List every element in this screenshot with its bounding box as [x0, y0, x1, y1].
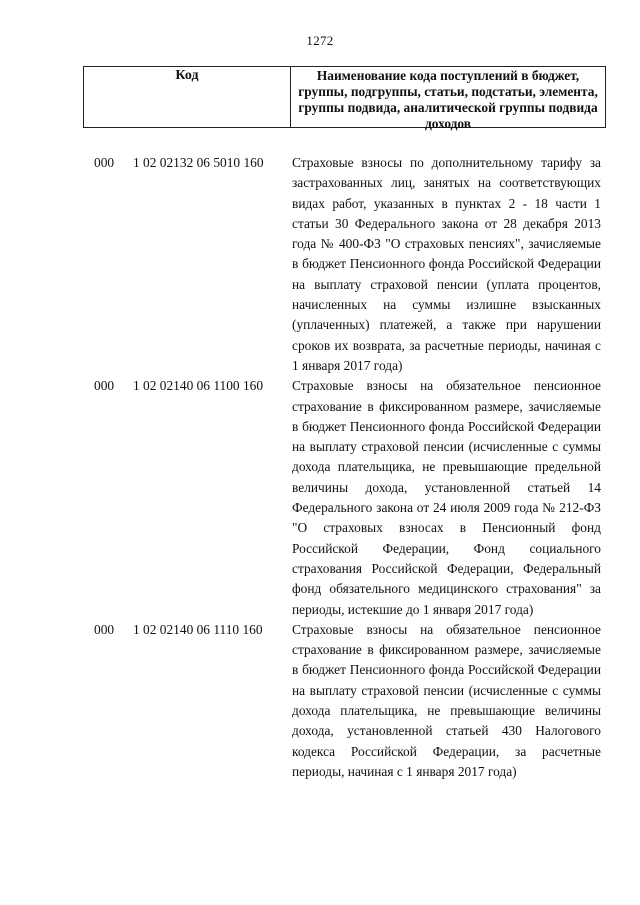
header-name-column: Наименование кода поступлений в бюджет, группы, подгруппы, статьи, подстатьи, элемента, группы подвида, аналитической группы подвида доходов: [298, 68, 598, 131]
entry-admin-code: 000: [94, 621, 115, 637]
entry-description: Страховые взносы на обязательное пенсионное страхование в фиксированном размере, зачисляемые в бюджет Пенсионного фонда Российской Федерации на выплату страховой пенсии (исчисленные с суммы дохода плательщика, не превышающие величины дохода, установленной статьей 430 Налогового кодекса Российской Федерации, за расчетные периоды, начиная с 1 января 2017 года): [292, 621, 601, 779]
entries-list: [0, 153, 640, 782]
header-code-column: Код: [84, 67, 291, 127]
list-item: [0, 376, 640, 620]
entry-revenue-code: 1 02 02140 06 1110 160: [133, 621, 263, 637]
entry-description: Страховые взносы по дополнительному тарифу за застрахованных лиц, занятых на соответствующих видах работ, указанных в пунктах 2 - 18 части 1 статьи 30 Федерального закона от 28 декабря 2013 года № 400-ФЗ "О страховых пенсиях", зачисляемые в бюджет Пенсионного фонда Российской Федерации на выплату страховой пенсии (уплата процентов, начисленных на суммы излишне взысканных (уплаченных) платежей, а также при нарушении сроков их возврата, за расчетные периоды, начиная с 1 января 2017 года): [292, 155, 601, 373]
entry-revenue-code: 1 02 02140 06 1100 160: [133, 378, 264, 394]
table-header: [83, 66, 606, 131]
page-number: 1272: [306, 33, 334, 48]
entry-admin-code: 000: [94, 155, 115, 170]
list-item: [0, 620, 640, 782]
entry-admin-code: 000: [94, 378, 115, 394]
list-item: [0, 153, 640, 376]
entry-description: Страховые взносы на обязательное пенсионное страхование в фиксированном размере, зачисляемые в бюджет Пенсионного фонда Российской Федерации на выплату страховой пенсии (исчисленные с суммы дохода плательщика, не превышающие предельной величины дохода, установленной статьей 14 Федерального закона от 24 июля 2009 года № 212-ФЗ "О страховых взносах в Пенсионный фонд Российской Федерации, Фонд социального страхования Российской Федерации, Федеральный фонд обязательного медицинского страхования" за периоды, истекшие до 1 января 2017 года): [292, 378, 601, 617]
entry-revenue-code: 1 02 02132 06 5010 160: [133, 155, 264, 170]
